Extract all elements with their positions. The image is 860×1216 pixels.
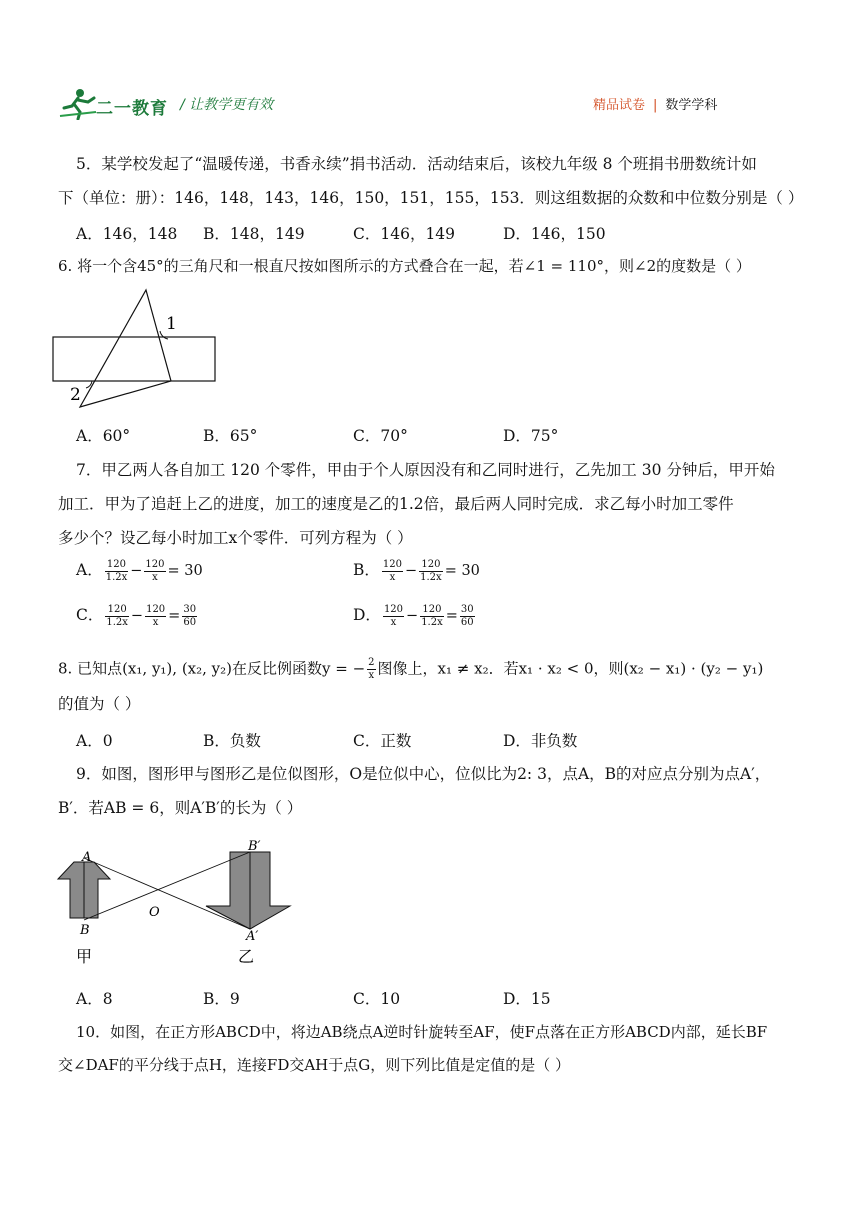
q7-option-c: C． $\frac{120}{1.2x}$ − $\frac{120}{x}$ = $\frac{30}{60}$	[76, 603, 197, 628]
q8-option-d: D．非负数	[503, 732, 578, 750]
q8-line2: 的值为（ ）	[58, 695, 141, 713]
point-bprime-label: B′	[248, 839, 261, 854]
q5-option-b: B．148，149	[203, 225, 305, 243]
q7-line3: 多少个？设乙每小时加工x个零件．可列方程为（ ）	[58, 529, 413, 547]
point-aprime-label: A′	[246, 929, 259, 944]
angle-2-label: 2	[70, 385, 81, 405]
point-b-label: B	[80, 923, 90, 938]
triangle-shape	[80, 290, 171, 407]
q8-option-a: A．0	[76, 732, 113, 750]
q7-option-a: A． $\frac{120}{1.2x}$ − $\frac{120}{x}$ = 30	[76, 558, 203, 583]
brand-logo	[58, 88, 168, 120]
q5-option-a: A．146，148	[76, 225, 178, 243]
label-jia: 甲	[76, 947, 93, 966]
q9-line2: B′．若AB = 6，则A′B′的长为（ ）	[58, 799, 303, 817]
q6-option-b: B．65°	[203, 427, 258, 445]
q5-option-c: C．146，149	[353, 225, 456, 243]
q8-line1: 8. 已知点(x₁, y₁), (x₂, y₂)在反比例函数y = − $\frac{2}{x}$ 图像上，x₁ ≠ x₂．若x₁ · x₂ < 0，则(x₂ − x₁) · (y₂ − y₁)	[58, 657, 764, 681]
shape-yi	[206, 852, 290, 929]
q6-line1: 6. 将一个含45°的三角尺和一根直尺按如图所示的方式叠合在一起，若∠1 = 110°，则∠2的度数是（ ）	[58, 257, 751, 275]
ruler-shape	[53, 337, 215, 381]
runner-icon	[58, 88, 98, 120]
q7-line1: 7．甲乙两人各自加工 120 个零件，甲由于个人原因没有和乙同时进行，乙先加工 30 分钟后，甲开始	[76, 461, 775, 479]
q9-option-c: C．10	[353, 990, 401, 1008]
q7-option-d: D． $\frac{120}{x}$ − $\frac{120}{1.2x}$ = $\frac{30}{60}$	[353, 603, 474, 628]
slogan: / 让教学更有效	[180, 97, 274, 113]
point-a-label: A	[82, 850, 92, 865]
q8-option-b: B．负数	[203, 732, 261, 750]
angle-1-label: 1	[166, 314, 177, 334]
header-tags	[593, 94, 717, 113]
tag-premium: 精品试卷	[593, 98, 646, 113]
q5-line1: 5．某学校发起了“温暖传递，书香永续”捐书活动．活动结束后，该校九年级 8 个班捐书册数统计如	[76, 155, 757, 173]
label-yi: 乙	[238, 947, 255, 966]
point-o-label: O	[149, 905, 160, 920]
q5-line2: 下（单位：册）：146，148，143，146，150，151，155，153．则这组数据的众数和中位数分别是（ ）	[58, 189, 804, 207]
q6-option-c: C．70°	[353, 427, 408, 445]
q9-option-d: D．15	[503, 990, 551, 1008]
q8-option-c: C．正数	[353, 732, 412, 750]
tag-separator: |	[653, 98, 658, 113]
q6-option-a: A．60°	[76, 427, 131, 445]
q6-figure	[48, 286, 223, 411]
q9-option-b: B．9	[203, 990, 240, 1008]
q9-line1: 9．如图，图形甲与图形乙是位似图形，O是位似中心，位似比为2: 3，点A，B的对应点分别为点A′，	[76, 765, 771, 783]
q7-option-b: B． $\frac{120}{x}$ − $\frac{120}{1.2x}$ = 30	[353, 558, 480, 583]
q7-line2: 加工．甲为了追赶上乙的进度，加工的速度是乙的1.2倍，最后两人同时完成．求乙每小时加工零件	[58, 495, 734, 513]
tag-subject: 数学学科	[665, 98, 718, 113]
q10-line2: 交∠DAF的平分线于点H，连接FD交AH于点G，则下列比值是定值的是（ ）	[58, 1056, 571, 1074]
q9-option-a: A．8	[76, 990, 113, 1008]
q6-option-d: D．75°	[503, 427, 559, 445]
brand-name: 二一教育	[96, 99, 168, 119]
q9-figure	[52, 834, 302, 970]
q10-line1: 10．如图，在正方形ABCD中，将边AB绕点A逆时针旋转至AF，使F点落在正方形ABCD内部，延长BF	[76, 1023, 768, 1041]
q5-option-d: D．146，150	[503, 225, 606, 243]
